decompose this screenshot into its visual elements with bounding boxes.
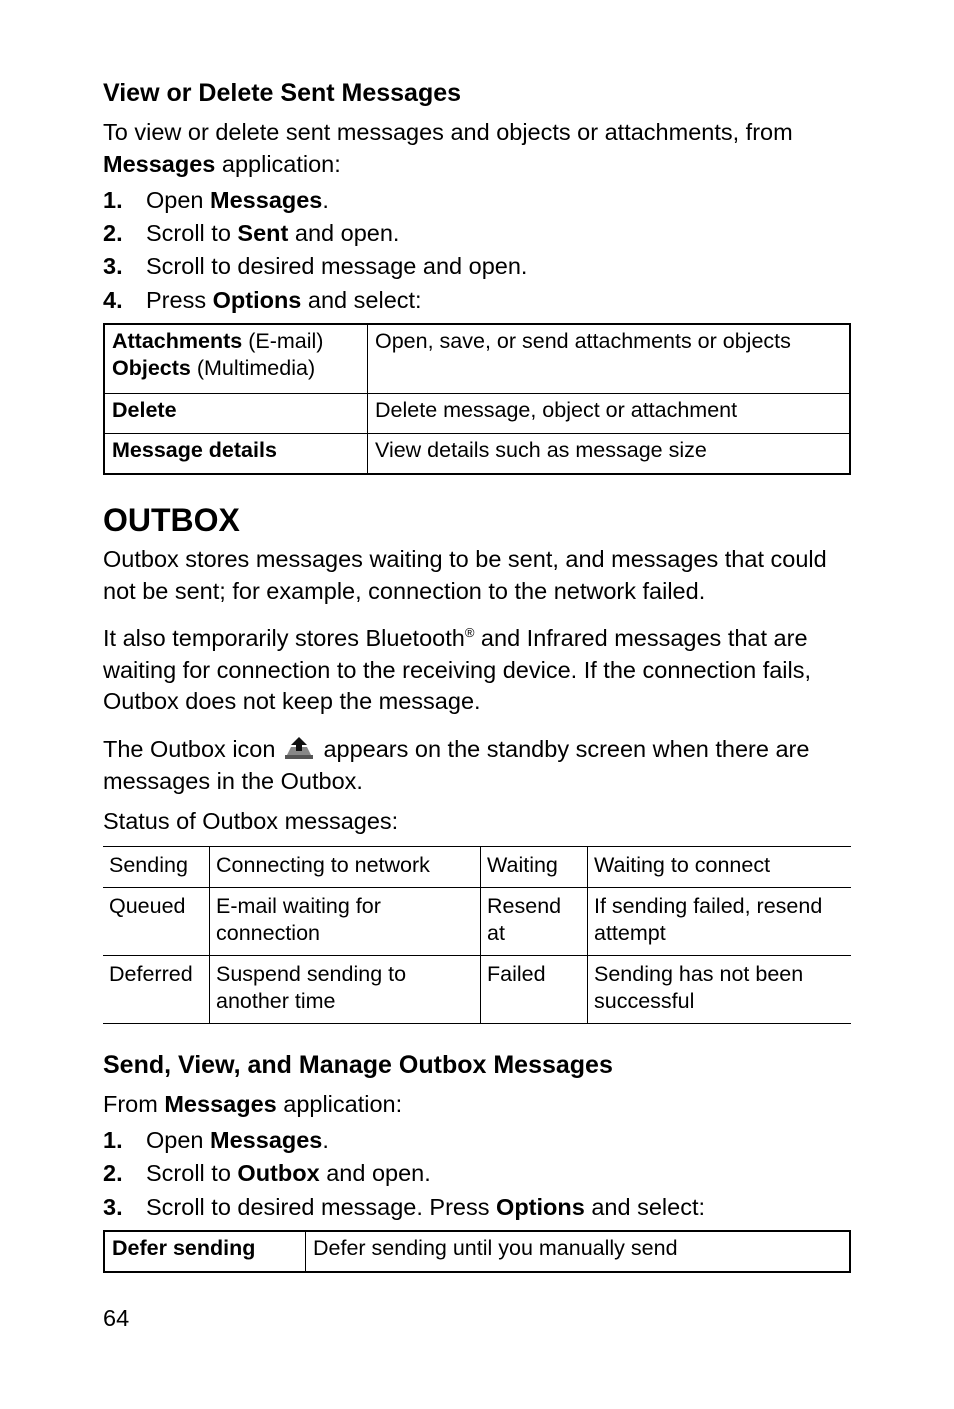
sent-intro: To view or delete sent messages and objects or attachments, from Messages application: [103, 119, 793, 177]
status-description: E-mail waiting for connection [210, 888, 481, 956]
outbox-upload-icon [281, 735, 317, 761]
table-cell-option: Delete [104, 393, 368, 433]
table-row [104, 433, 850, 474]
page-number: 64 [103, 1305, 130, 1331]
outbox-paragraph-3: The Outbox icon appears on the standby screen when there are messages in the Outbox. [103, 736, 810, 794]
outbox-paragraph-2: It also temporarily stores Bluetooth® and Infrared messages that are waiting for connection to the receiving device. If the connection fails, Outbox does not keep the message. [103, 625, 812, 714]
outbox-options-table [103, 1230, 851, 1273]
outbox-status-table [103, 846, 851, 1024]
outbox-paragraph-1: Outbox stores messages waiting to be sent, and messages that could not be sent; for example, connection to the network failed. [103, 546, 827, 604]
status-label: Status of Outbox messages: [103, 808, 399, 834]
manage-step-1: 1. Open Messages. [103, 1127, 329, 1153]
status-name: Deferred [103, 956, 210, 1024]
sent-step-1: 1. Open Messages. [103, 187, 329, 213]
table-row [103, 847, 851, 888]
manage-step-2: 2. Scroll to Outbox and open. [103, 1160, 431, 1186]
table-row [104, 324, 850, 393]
section-heading-manage: Send, View, and Manage Outbox Messages [103, 1051, 613, 1079]
status-description: Sending has not been successful [588, 956, 852, 1024]
status-name: Queued [103, 888, 210, 956]
manage-intro: From Messages application: [103, 1091, 403, 1117]
table-cell-option: Message details [104, 433, 368, 474]
status-name: Failed [481, 956, 588, 1024]
status-name: Waiting [481, 847, 588, 888]
sent-options-table [103, 323, 851, 475]
table-row [104, 393, 850, 433]
table-cell-description: Delete message, object or attachment [368, 393, 851, 433]
sent-step-4: 4. Press Options and select: [103, 287, 422, 313]
status-name: Sending [103, 847, 210, 888]
status-name: Resend at [481, 888, 588, 956]
sent-step-2: 2. Scroll to Sent and open. [103, 220, 400, 246]
status-description: Waiting to connect [588, 847, 852, 888]
section-heading-sent: View or Delete Sent Messages [103, 79, 462, 107]
table-row [104, 1231, 850, 1272]
table-cell-description: View details such as message size [368, 433, 851, 474]
table-row [103, 888, 851, 956]
table-row [103, 956, 851, 1024]
sent-step-3: 3. Scroll to desired message and open. [103, 253, 528, 279]
outbox-title: OUTBOX [103, 502, 240, 538]
table-cell-description: Open, save, or send attachments or objects [368, 324, 851, 393]
table-cell-option: Defer sending [104, 1231, 306, 1272]
status-description: If sending failed, resend attempt [588, 888, 852, 956]
status-description: Suspend sending to another time [210, 956, 481, 1024]
manage-step-3: 3. Scroll to desired message. Press Options and select: [103, 1194, 706, 1220]
table-cell-description: Defer sending until you manually send [306, 1231, 851, 1272]
status-description: Connecting to network [210, 847, 481, 888]
table-cell-option: Attachments (E-mail) Objects (Multimedia) [104, 324, 368, 393]
